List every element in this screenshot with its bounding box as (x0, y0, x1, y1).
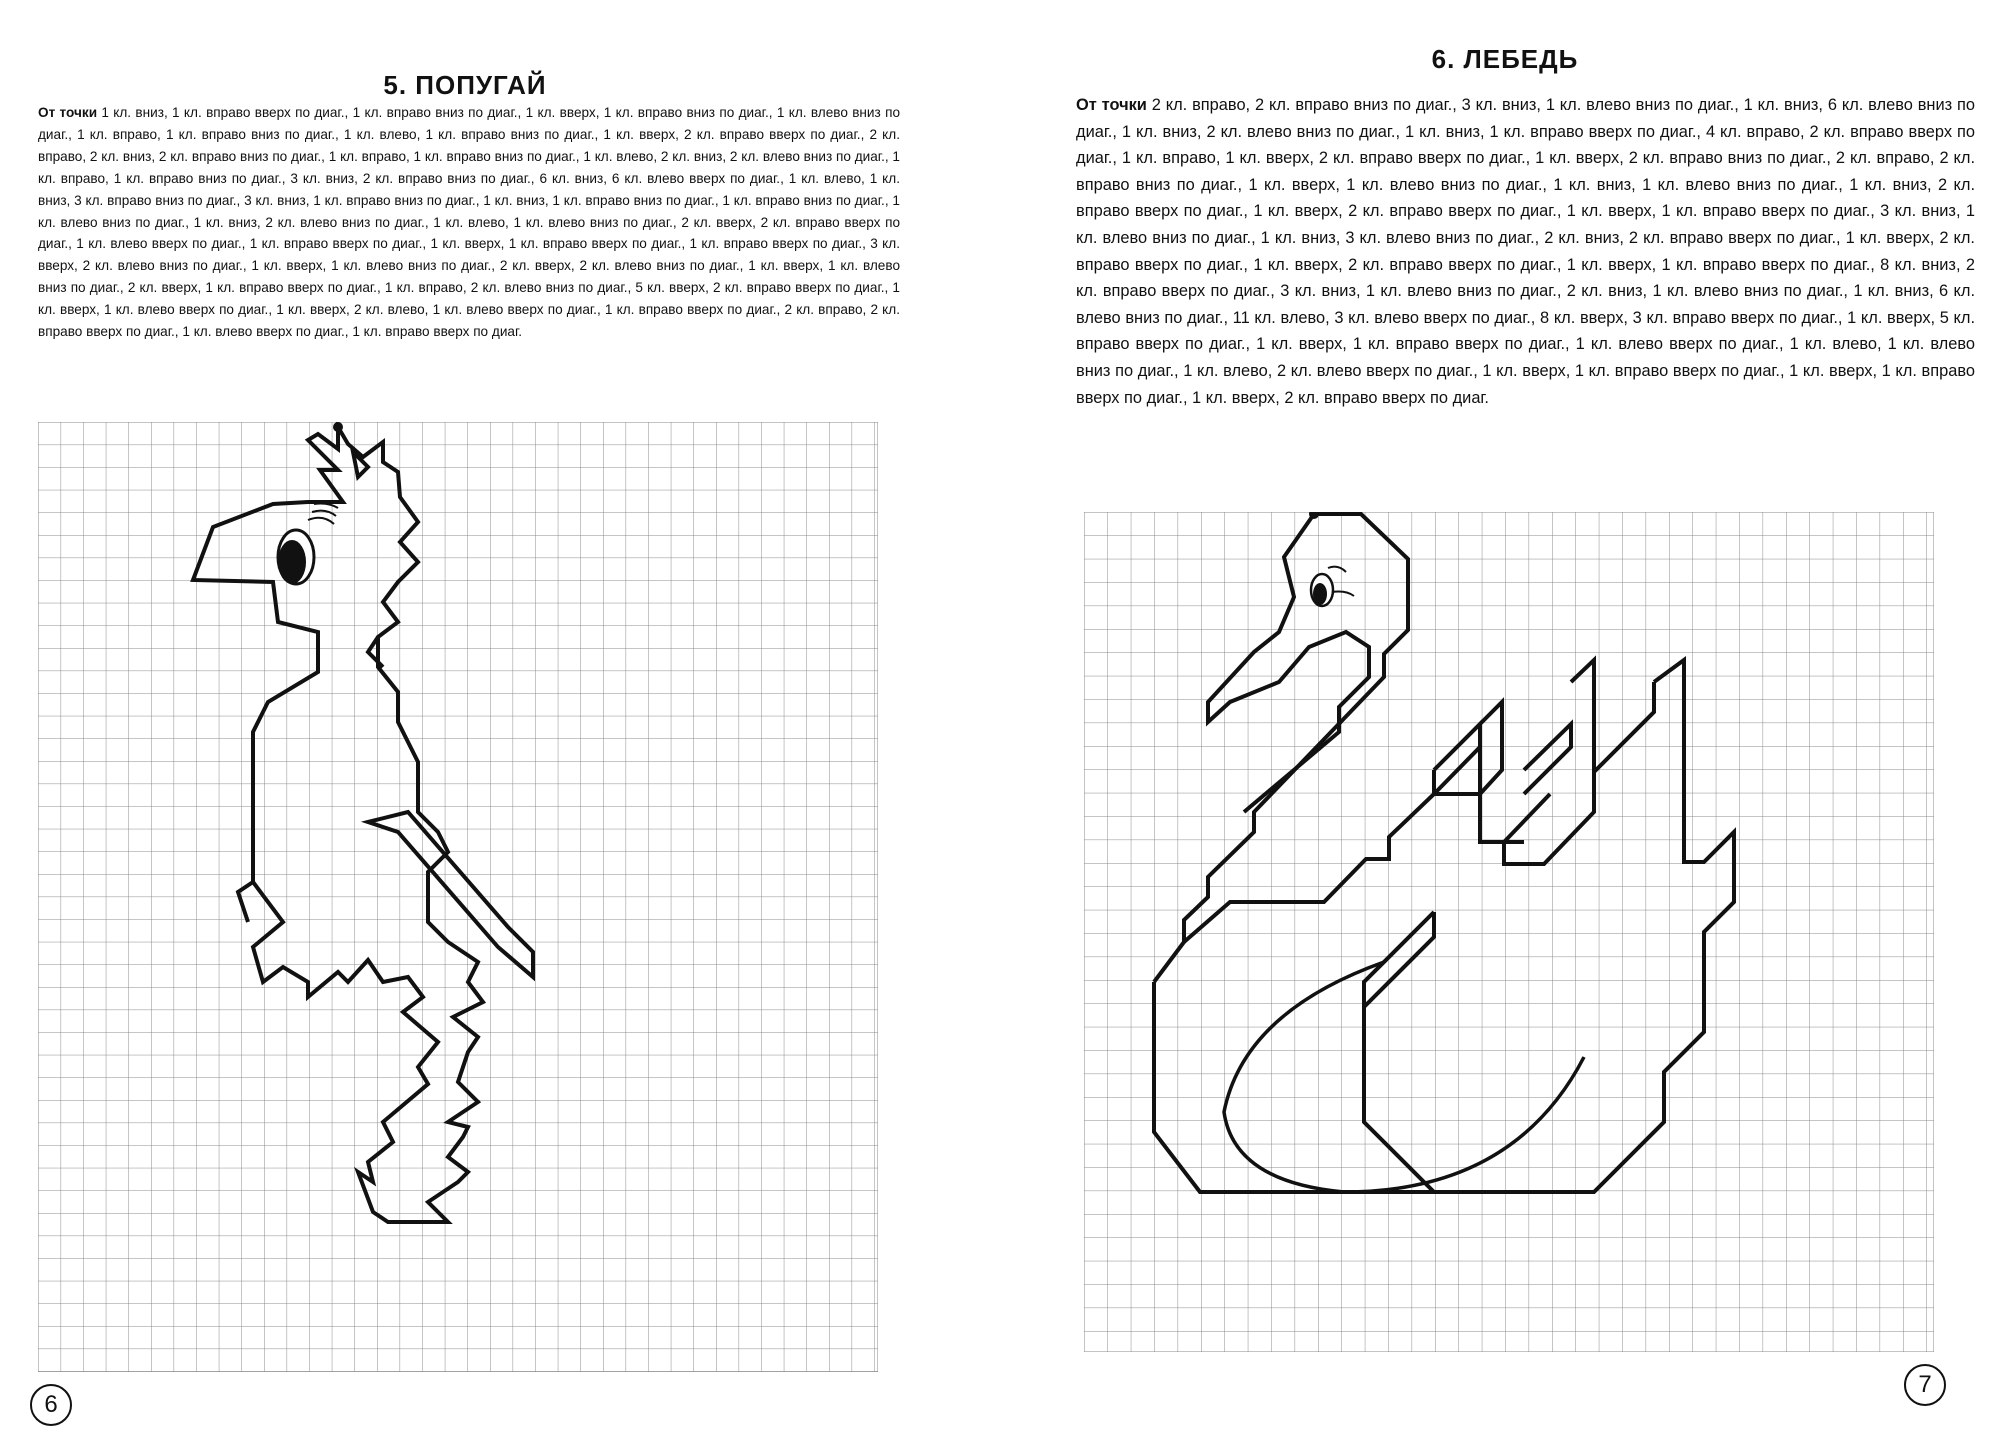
page-title-parrot: 5. ПОПУГАЙ (383, 70, 547, 100)
page-title-swan: 6. ЛЕБЕДЬ (1431, 44, 1579, 74)
instructions-lead: От точки (38, 105, 98, 120)
swan-drawing (1084, 512, 1934, 1352)
instructions-body: 2 кл. вправо, 2 кл. вправо вниз по диаг., 3 кл. вниз, 1 кл. влево вниз по диаг., 1 кл. вниз, 6 кл. влево вниз по диаг., 1 кл. вниз, 2 кл. влево вниз по диаг., 1 кл. вниз, 1 кл. вправо вверх по диаг., 4 кл. вправо, 2 кл. вправо вверх по диаг., 1 кл. вправо, 1 кл. вверх, 2 кл. вправо вверх по диаг., 1 кл. вверх, 2 кл. вправо вниз по диаг., 2 кл. вправо, 2 кл. вправо вниз по диаг., 1 кл. вверх, 1 кл. влево вниз по диаг., 1 кл. вниз, 1 кл. влево вниз по диаг., 1 кл. вниз, 2 кл. вправо вверх по диаг., 1 кл. вверх, 2 кл. вправо вверх по диаг., 1 кл. вверх, 1 кл. вправо вверх по диаг., 3 кл. вниз, 1 кл. влево вниз по диаг., 1 кл. вниз, 3 кл. влево вниз по диаг., 2 кл. вниз, 2 кл. вправо вверх по диаг., 1 кл. вверх, 2 кл. вправо вверх по диаг., 1 кл. вверх, 2 кл. вправо вверх по диаг., 1 кл. вверх, 1 кл. вправо вверх по диаг., 8 кл. вниз, 2 кл. вправо вверх по диаг., 3 кл. вниз, 1 кл. влево вниз по диаг., 2 кл. вниз, 1 кл. влево вниз по диаг., 1 кл. вниз, 6 кл. влево вниз по диаг., 11 кл. влево, 3 кл. влево вверх по диаг., 8 кл. вверх, 3 кл. вправо вверх по диаг., 1 кл. вверх, 5 кл. вправо вверх по диаг., 1 кл. вверх, 1 кл. вправо вверх по диаг., 1 кл. влево вверх по диаг., 1 кл. влево, 1 кл. влево вниз по диаг., 1 кл. влево, 2 кл. влево вверх по диаг., 1 кл. вверх, 1 кл. вправо вверх по диаг., 1 кл. вверх, 1 кл. вправо вверх по диаг., 1 кл. вверх, 2 кл. вправо вверх по диаг. (1076, 96, 1976, 407)
page-number-left: 6 (30, 1384, 72, 1426)
left-page (0, 0, 930, 1442)
parrot-drawing (38, 422, 878, 1372)
grid-cells (1084, 512, 1934, 1352)
right-page (1040, 0, 2000, 1442)
instructions-body: 1 кл. вниз, 1 кл. вправо вверх по диаг., 1 кл. вправо вниз по диаг., 1 кл. вверх, 1 кл. вправо вниз по диаг., 1 кл. влево вниз по диаг., 1 кл. вправо, 1 кл. вправо вниз по диаг., 1 кл. влево, 1 кл. вправо вниз по диаг., 1 кл. вверх, 2 кл. вправо вверх по диаг., 2 кл. вправо, 2 кл. вниз, 2 кл. вправо вниз по диаг., 1 кл. вправо, 1 кл. вправо вниз по диаг., 1 кл. влево, 2 кл. вниз, 2 кл. влево вниз по диаг., 1 кл. вправо, 1 кл. вправо вниз по диаг., 3 кл. вниз, 2 кл. вправо вниз по диаг., 6 кл. вниз, 6 кл. влево вверх по диаг., 1 кл. влево, 1 кл. вниз, 3 кл. вправо вниз по диаг., 3 кл. вниз, 1 кл. вправо вниз по диаг., 1 кл. вниз, 1 кл. вправо вниз по диаг., 1 кл. вправо вниз по диаг., 1 кл. влево вниз по диаг., 1 кл. вниз, 2 кл. влево вниз по диаг., 1 кл. влево, 1 кл. влево вниз по диаг., 2 кл. вверх, 2 кл. вправо вверх по диаг., 1 кл. влево вверх по диаг., 1 кл. вправо вверх по диаг., 1 кл. вверх, 1 кл. вправо вверх по диаг., 1 кл. вправо вверх по диаг., 3 кл. вверх, 2 кл. влево вниз по диаг., 1 кл. вверх, 1 кл. влево вниз по диаг., 2 кл. вверх, 2 кл. влево вниз по диаг., 1 кл. вверх, 1 кл. влево вниз по диаг., 2 кл. вверх, 1 кл. вправо вверх по диаг., 1 кл. вправо, 2 кл. влево вниз по диаг., 5 кл. вверх, 2 кл. вправо вверх по диаг., 1 кл. вверх, 1 кл. влево вверх по диаг., 1 кл. вверх, 2 кл. влево, 1 кл. влево вверх по диаг., 1 кл. вправо вверх по диаг., 2 кл. вправо, 2 кл. вправо вверх по диаг., 1 кл. влево вверх по диаг., 1 кл. вправо вверх по диаг. (38, 105, 901, 340)
grid-cells (38, 422, 878, 1372)
grid-swan (1084, 512, 1934, 1352)
instructions-parrot (38, 102, 900, 343)
instructions-lead: От точки (1076, 96, 1147, 114)
page-number-right: 7 (1904, 1364, 1946, 1406)
grid-parrot (38, 422, 878, 1372)
parrot-start-dot (333, 422, 343, 432)
instructions-swan (1076, 92, 1975, 411)
